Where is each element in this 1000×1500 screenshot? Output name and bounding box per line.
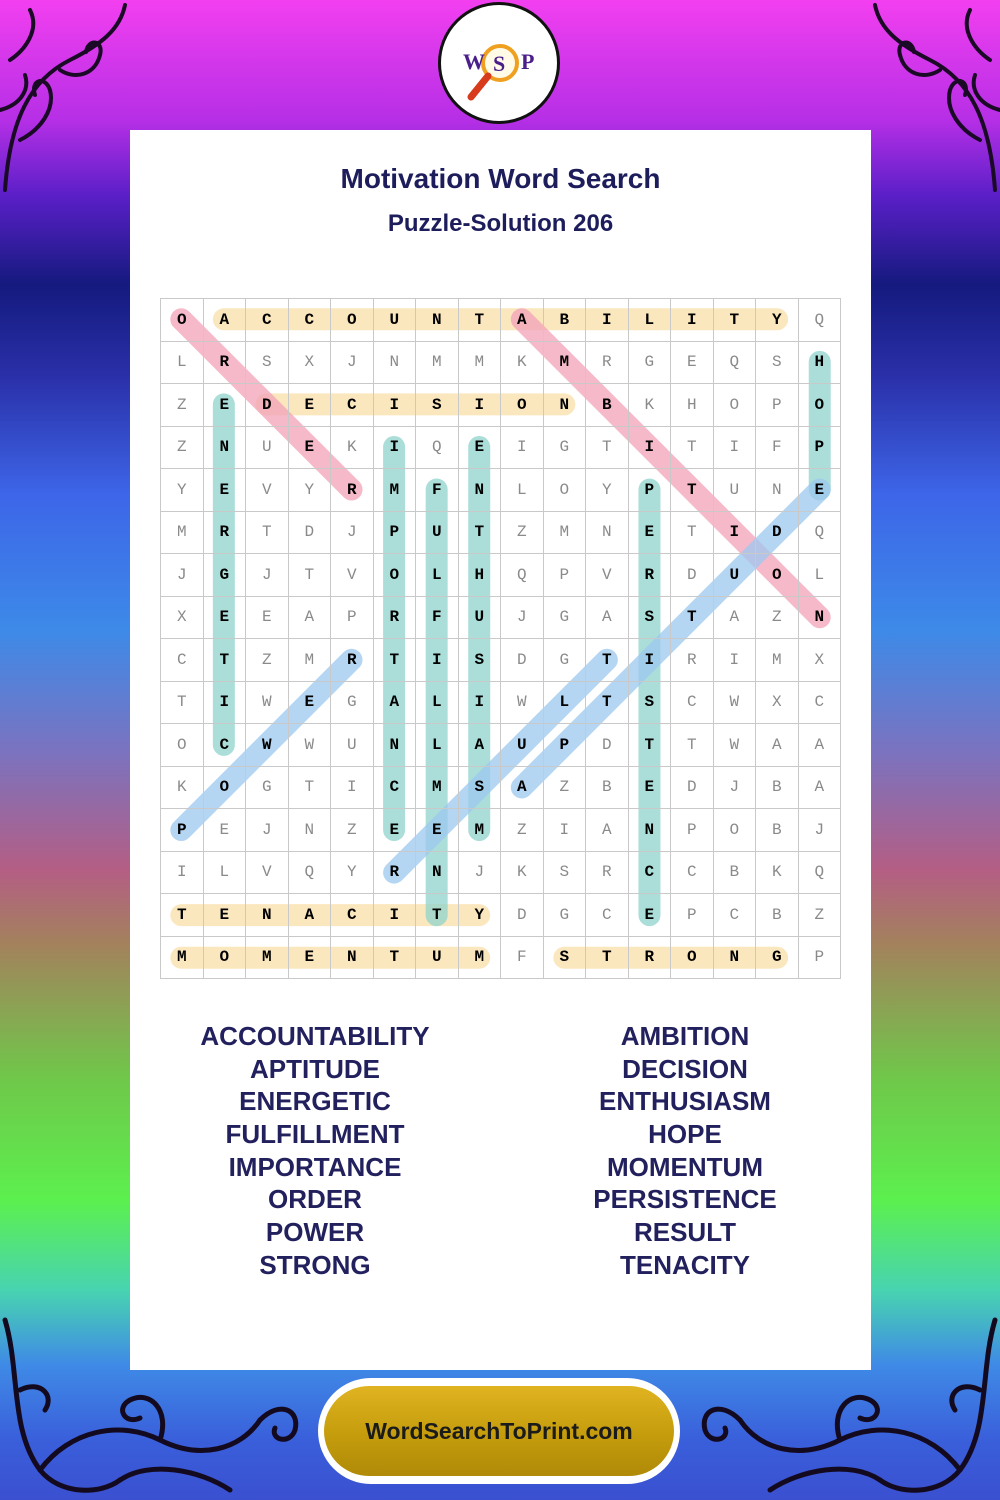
grid-cell: J [331, 342, 374, 385]
grid-cell: A [204, 299, 247, 342]
grid-cell: U [459, 597, 502, 640]
logo-letter-p: P [521, 49, 535, 74]
grid-cell: T [714, 299, 757, 342]
grid-cell: A [289, 597, 332, 640]
grid-cell: E [204, 894, 247, 937]
grid-cell: G [204, 554, 247, 597]
grid-cell: N [374, 342, 417, 385]
website-button[interactable] [318, 1378, 680, 1484]
grid-cell: F [756, 427, 799, 470]
grid-cell: E [289, 384, 332, 427]
word-list-item: DECISION [622, 1053, 748, 1084]
grid-cell: I [416, 639, 459, 682]
grid-cell: S [459, 639, 502, 682]
grid-cell: P [331, 597, 374, 640]
grid-cell: K [161, 767, 204, 810]
word-list-item: MOMENTUM [607, 1151, 763, 1182]
grid-cell: C [331, 384, 374, 427]
grid-cell: X [289, 342, 332, 385]
grid-cell: C [204, 724, 247, 767]
grid-cell: I [714, 427, 757, 470]
page-subtitle: Puzzle-Solution 206 [387, 210, 614, 237]
grid-cell: Y [289, 469, 332, 512]
grid-cell: M [544, 342, 587, 385]
grid-cell: U [416, 937, 459, 980]
grid-cell: L [544, 682, 587, 725]
grid-cell: X [161, 597, 204, 640]
grid-cell: L [799, 554, 842, 597]
grid-cell: J [714, 767, 757, 810]
logo-letter-w: W [463, 49, 485, 74]
logo-letter-s: S [493, 51, 506, 76]
grid-cell: A [586, 809, 629, 852]
grid-cell: E [289, 682, 332, 725]
grid-cell: S [629, 682, 672, 725]
corner-ornament-top-right-icon [870, 0, 1000, 200]
grid-cell: J [246, 554, 289, 597]
grid-cell: N [246, 894, 289, 937]
grid-cell: L [416, 724, 459, 767]
word-list-item: FULFILLMENT [225, 1119, 405, 1150]
grid-cell: N [374, 724, 417, 767]
grid-cell: I [204, 682, 247, 725]
grid-cell: P [671, 894, 714, 937]
grid-cell: D [671, 767, 714, 810]
grid-cell: C [671, 852, 714, 895]
grid-cell: J [161, 554, 204, 597]
grid-cell: P [629, 469, 672, 512]
grid-cell: T [204, 639, 247, 682]
grid-cell: B [756, 767, 799, 810]
grid-cell: Q [714, 342, 757, 385]
grid-cell: G [756, 937, 799, 980]
word-list-item: IMPORTANCE [228, 1151, 402, 1182]
grid-cell: Z [501, 809, 544, 852]
grid-cell: G [331, 682, 374, 725]
grid-cell: A [459, 724, 502, 767]
website-link[interactable]: WordSearchToPrint.com [324, 1386, 674, 1476]
grid-cell: R [374, 597, 417, 640]
grid-cell: E [416, 809, 459, 852]
grid-cell: A [501, 767, 544, 810]
word-list-item: ENTHUSIASM [599, 1086, 771, 1117]
grid-cell: R [204, 512, 247, 555]
grid-cell: Q [289, 852, 332, 895]
grid-cell: I [714, 639, 757, 682]
grid-cell: N [756, 469, 799, 512]
grid-cell: X [799, 639, 842, 682]
grid-cell: Y [161, 469, 204, 512]
grid-cell: O [161, 724, 204, 767]
grid-cell: M [161, 512, 204, 555]
grid-cell: N [714, 937, 757, 980]
grid-cell: A [374, 682, 417, 725]
grid-cell: T [161, 682, 204, 725]
grid-cell: L [501, 469, 544, 512]
grid-cell: N [416, 299, 459, 342]
grid-cell: E [629, 767, 672, 810]
grid-cell: W [246, 682, 289, 725]
grid-cell: U [714, 469, 757, 512]
word-list-item: ORDER [268, 1184, 362, 1215]
grid-cell: M [756, 639, 799, 682]
grid-cell: Q [799, 852, 842, 895]
grid-cell: L [204, 852, 247, 895]
grid-cell: O [204, 937, 247, 980]
grid-cell: C [714, 894, 757, 937]
grid-cell: N [459, 469, 502, 512]
grid-cell: A [799, 767, 842, 810]
grid-cell: C [246, 299, 289, 342]
grid-cell: S [756, 342, 799, 385]
grid-cell: A [289, 894, 332, 937]
grid-cell: A [799, 724, 842, 767]
grid-cell: O [799, 384, 842, 427]
grid-cell: I [374, 384, 417, 427]
grid-cell: I [374, 894, 417, 937]
grid-cell: D [246, 384, 289, 427]
grid-cell: I [629, 639, 672, 682]
grid-cell: I [331, 767, 374, 810]
grid-cell: R [374, 852, 417, 895]
word-list-item: ACCOUNTABILITY [200, 1021, 430, 1051]
grid-cell: E [289, 937, 332, 980]
word-list-right [500, 1020, 870, 1282]
grid-cell: S [459, 767, 502, 810]
grid-cell: G [544, 894, 587, 937]
grid-cell: T [629, 724, 672, 767]
grid-cell: R [671, 639, 714, 682]
grid-cell: Z [799, 894, 842, 937]
grid-cell: N [629, 809, 672, 852]
grid-cell: M [289, 639, 332, 682]
grid-cell: O [714, 809, 757, 852]
grid-cell: J [799, 809, 842, 852]
word-list-item: PERSISTENCE [593, 1184, 777, 1215]
grid-cell: O [331, 299, 374, 342]
grid-cell: O [161, 299, 204, 342]
grid-cell: D [586, 724, 629, 767]
grid-cell: E [204, 469, 247, 512]
grid-cell: E [374, 809, 417, 852]
grid-cell: F [416, 597, 459, 640]
grid-cell: R [629, 937, 672, 980]
grid-cell: M [544, 512, 587, 555]
page-title: Motivation Word Search [340, 163, 661, 194]
grid-cell: V [246, 469, 289, 512]
puzzle-grid-area [160, 298, 841, 979]
grid-cell: T [459, 299, 502, 342]
grid-cell: C [331, 894, 374, 937]
grid-cell: H [799, 342, 842, 385]
grid-cell: T [586, 427, 629, 470]
grid-cell: E [204, 384, 247, 427]
grid-cell: E [204, 809, 247, 852]
grid-cell: G [544, 597, 587, 640]
grid-cell: B [544, 299, 587, 342]
grid-cell: U [501, 724, 544, 767]
grid-cell: P [799, 427, 842, 470]
grid-cell: M [416, 767, 459, 810]
grid-cell: P [756, 384, 799, 427]
grid-cell: T [671, 512, 714, 555]
grid-cell: J [459, 852, 502, 895]
word-list-item: APTITUDE [250, 1053, 380, 1084]
grid-cell: C [374, 767, 417, 810]
grid-cell: B [756, 809, 799, 852]
grid-cell: U [246, 427, 289, 470]
site-logo[interactable] [438, 2, 560, 124]
grid-cell: P [374, 512, 417, 555]
grid-cell: P [671, 809, 714, 852]
grid-cell: C [671, 682, 714, 725]
word-list-item: POWER [265, 1217, 365, 1248]
word-list-item: RESULT [633, 1217, 737, 1248]
puzzle-card [130, 130, 871, 1370]
grid-cell: C [799, 682, 842, 725]
grid-cell: B [714, 852, 757, 895]
grid-cell: C [629, 852, 672, 895]
grid-cell: Z [544, 767, 587, 810]
word-list-item: TENACITY [620, 1249, 750, 1280]
grid-cell: Q [799, 299, 842, 342]
grid-cell: L [161, 342, 204, 385]
grid-cell: O [671, 937, 714, 980]
grid-cell: S [544, 937, 587, 980]
grid-cell: E [289, 427, 332, 470]
grid-cell: C [161, 639, 204, 682]
grid-cell: C [586, 894, 629, 937]
grid-cell: E [671, 342, 714, 385]
grid-cell: I [374, 427, 417, 470]
grid-cell: W [289, 724, 332, 767]
grid-cell: R [586, 342, 629, 385]
word-list-item: HOPE [648, 1119, 722, 1150]
grid-cell: S [544, 852, 587, 895]
grid-cell: O [374, 554, 417, 597]
grid-cell: M [161, 937, 204, 980]
grid-cell: G [246, 767, 289, 810]
grid-cell: T [246, 512, 289, 555]
word-list-item: AMBITION [620, 1021, 750, 1051]
grid-cell: Z [501, 512, 544, 555]
grid-cell: T [586, 937, 629, 980]
grid-cell: E [799, 469, 842, 512]
grid-cell: A [714, 597, 757, 640]
grid-cell: M [416, 342, 459, 385]
grid-cell: S [416, 384, 459, 427]
grid-cell: B [756, 894, 799, 937]
grid-cell: K [501, 342, 544, 385]
grid-cell: T [671, 469, 714, 512]
grid-cell: T [586, 639, 629, 682]
grid-cell: Q [416, 427, 459, 470]
grid-cell: Z [161, 427, 204, 470]
grid-cell: P [161, 809, 204, 852]
grid-cell: U [331, 724, 374, 767]
grid-cell: V [246, 852, 289, 895]
grid-cell: Z [246, 639, 289, 682]
grid-cell: H [459, 554, 502, 597]
grid-cell: N [416, 852, 459, 895]
grid-cell: T [416, 894, 459, 937]
grid-cell: L [416, 682, 459, 725]
grid-cell: T [459, 512, 502, 555]
grid-cell: T [671, 427, 714, 470]
grid-cell: J [501, 597, 544, 640]
grid-cell: P [544, 724, 587, 767]
grid-cell: G [544, 639, 587, 682]
grid-cell: S [629, 597, 672, 640]
grid-cell: A [501, 299, 544, 342]
grid-cell: A [586, 597, 629, 640]
grid-cell: L [629, 299, 672, 342]
grid-cell: U [416, 512, 459, 555]
grid-cell: M [246, 937, 289, 980]
grid-cell: J [331, 512, 374, 555]
grid-cell: I [671, 299, 714, 342]
grid-cell: U [714, 554, 757, 597]
grid-cell: O [756, 554, 799, 597]
grid-cell: T [374, 937, 417, 980]
grid-cell: K [756, 852, 799, 895]
grid-cell: G [544, 427, 587, 470]
grid-cell: N [204, 427, 247, 470]
grid-cell: T [671, 724, 714, 767]
grid-cell: D [756, 512, 799, 555]
grid-cell: Y [756, 299, 799, 342]
grid-cell: X [756, 682, 799, 725]
grid-cell: G [629, 342, 672, 385]
grid-cell: D [501, 894, 544, 937]
grid-cell: R [331, 639, 374, 682]
grid-cell: A [756, 724, 799, 767]
grid-cell: I [161, 852, 204, 895]
grid-cell: Z [161, 384, 204, 427]
grid-cell: V [586, 554, 629, 597]
magnifier-icon [441, 5, 557, 121]
grid-cell: T [374, 639, 417, 682]
grid-cell: E [246, 597, 289, 640]
grid-cell: Q [501, 554, 544, 597]
grid-cell: T [671, 597, 714, 640]
grid-cell: T [289, 767, 332, 810]
grid-cell: T [161, 894, 204, 937]
grid-cell: W [246, 724, 289, 767]
letter-grid [160, 298, 841, 979]
grid-cell: M [459, 809, 502, 852]
grid-cell: F [501, 937, 544, 980]
grid-cell: R [204, 342, 247, 385]
grid-cell: I [586, 299, 629, 342]
grid-cell: D [289, 512, 332, 555]
grid-cell: M [459, 342, 502, 385]
grid-cell: B [586, 384, 629, 427]
word-list-item: ENERGETIC [239, 1086, 391, 1117]
grid-cell: R [586, 852, 629, 895]
grid-cell: P [799, 937, 842, 980]
grid-cell: W [714, 682, 757, 725]
grid-cell: N [799, 597, 842, 640]
grid-cell: C [289, 299, 332, 342]
grid-cell: K [501, 852, 544, 895]
grid-cell: K [331, 427, 374, 470]
grid-cell: N [289, 809, 332, 852]
grid-cell: E [629, 512, 672, 555]
grid-cell: R [331, 469, 374, 512]
grid-cell: Z [756, 597, 799, 640]
grid-cell: D [501, 639, 544, 682]
grid-cell: O [544, 469, 587, 512]
grid-cell: W [501, 682, 544, 725]
grid-cell: T [586, 682, 629, 725]
grid-cell: O [501, 384, 544, 427]
word-list-item: STRONG [259, 1249, 371, 1280]
grid-cell: Z [331, 809, 374, 852]
grid-cell: I [714, 512, 757, 555]
grid-cell: I [459, 682, 502, 725]
grid-cell: W [714, 724, 757, 767]
grid-cell: P [544, 554, 587, 597]
grid-cell: Q [799, 512, 842, 555]
grid-cell: N [331, 937, 374, 980]
grid-cell: S [246, 342, 289, 385]
grid-cell: I [544, 809, 587, 852]
grid-cell: B [586, 767, 629, 810]
grid-cell: N [586, 512, 629, 555]
grid-cell: N [544, 384, 587, 427]
grid-cell: O [204, 767, 247, 810]
grid-cell: F [416, 469, 459, 512]
grid-cell: U [374, 299, 417, 342]
word-list-left [130, 1020, 500, 1282]
grid-cell: E [459, 427, 502, 470]
grid-cell: M [374, 469, 417, 512]
grid-cell: Y [459, 894, 502, 937]
grid-cell: Y [586, 469, 629, 512]
grid-cell: E [629, 894, 672, 937]
grid-cell: V [331, 554, 374, 597]
grid-cell: E [204, 597, 247, 640]
grid-cell: T [289, 554, 332, 597]
grid-cell: D [671, 554, 714, 597]
corner-ornament-top-left-icon [0, 0, 130, 200]
grid-cell: O [714, 384, 757, 427]
grid-cell: L [416, 554, 459, 597]
grid-cell: H [671, 384, 714, 427]
grid-cell: K [629, 384, 672, 427]
grid-cell: Y [331, 852, 374, 895]
grid-cell: I [629, 427, 672, 470]
grid-cell: J [246, 809, 289, 852]
grid-cell: M [459, 937, 502, 980]
grid-cell: I [459, 384, 502, 427]
grid-cell: I [501, 427, 544, 470]
grid-cell: R [629, 554, 672, 597]
